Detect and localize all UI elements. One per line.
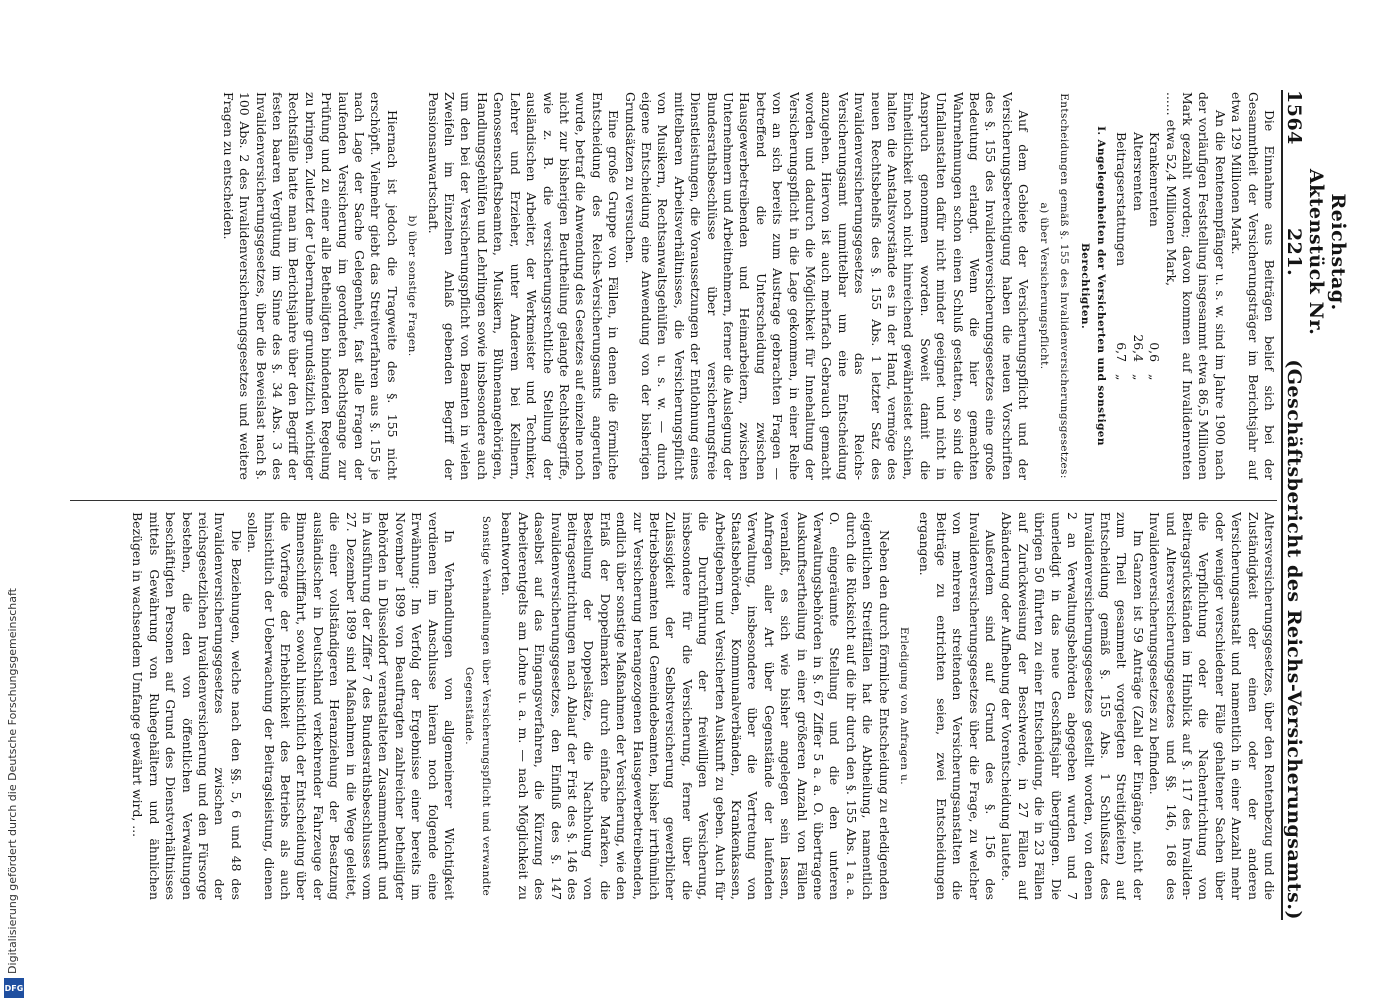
header-subtitle: (Geschäftsbericht des Reichs-Versicherungsamts.) [1283, 359, 1305, 920]
dfg-logo: DFG [4, 978, 24, 998]
paragraph: Neben den durch förmliche Entscheidung zu erledigenden eigentlichen Streitfällen hat die Abtheilung, namentlich durch die Rücksicht auf die ihr durch den §. 155 Abs. 1 a. a. O. eingeräumte Stellung und die den unteren Verwaltungsbehörden in §. 67 Ziffer 5 a. a. O. übertragene Auskunftsertheilung in einer größeren Anzahl von Fällen veranlaßt, es sich wie bisher angelegen sein lassen, Anfragen aller Art über Gegenstände der laufenden Verwaltung, insbesondere über die Vertretung von Staatsbehörden, Kommunalverbänden, Krankenkassen, Arbeitgebern und Versicherten Auskunft zu geben. Auch für die Durchführung der freiwilligen Versicherung, insbesondere für die Versicherung, ferner über die Zulässigkeit der Selbstversicherung gewerblicher Betriebsbeamten und Gemeindebeamten, bisher irrthümlich zur Versicherung herangezogenen Hausgewerbetreibenden, endlich über sonstige Maßnahmen der Versicherung, wie den Erlaß der Doppelmarken durch einfache Marken, die Bestellung der Doppelsätze, die Nachholung von Beitragsentrichtungen nach Ablauf der Frist des §. 146 des Invalidenversicherungsgesetzes, den Einfluß des §. 147 daselbst auf das Eingangsverfahren, die Kürzung des Arbeiterentgelts am Lohne u. a. m. — nach Möglichkeit zu beantworten. [499, 512, 892, 900]
column-divider [70, 500, 1277, 501]
header-title: Reichstag. Aktenstück Nr. 221. [1283, 168, 1349, 336]
paragraph: In Verhandlungen von allgemeinerer Wichtigkeit verdienen im Anschlusse hieran noch folgende eine Erwähnung: Im Verfolg der Ergebnisse einer bereits im November 1899 von Beauftragten zahlreicher betheiligter Behörden in Düsseldorf veranstalteten Zusammenkunft und in Ausführung der Ziffer 7 des Bundesrathsbeschlusses vom 27. Dezember 1899 sind Maßnahmen in die Wege geleitet, die einer vollständigeren Heranziehung der Besatzung ausländischer in Deutschland verkehrender Fahrzeuge der Binnenschifffahrt, sowohl hinsichtlich der Entscheidung über die Vorfrage der Erheblichkeit des Betriebs als auch hinsichtlich der Ueberwachung der Beitragsleistung, dienen sollen. [245, 512, 458, 900]
subsection-title: Sonstige Verhandlungen über Versicherungspflicht und verwandte Gegenstände. [463, 515, 492, 897]
intro-paragraph: Die Einnahme aus Beiträgen belief sich bei der Gesammtheit der Versicherungsträger im Berichtsjahr auf etwa 129 Millionen Mark. [1229, 92, 1277, 480]
section-subtitle-2: a) über Versicherungspflicht. [1037, 202, 1050, 370]
subsection-title: Erledigung von Anfragen u. [898, 626, 911, 786]
left-column [40, 92, 1277, 480]
paragraph: Im Ganzen ist 59 Anträge (Zahl der Eingänge, nicht der zum Theil gesammelt vorgelegten Streitigkeiten) auf Entscheidung gemäß §. 155 Abs. 1 Schlußsatz des Invalidenversicherungsgesetzes gestellt worden, von denen 2 an Verwaltungsbehörden abgegeben wurden und 7 unerledigt in das neue Geschäftsjahr übergingen. Die übrigen 50 führten zu einer Entscheidung, die in 23 Fällen auf Zurückweisung der Beschwerde, in 27 Fällen auf Abänderung oder Aufhebung der Vorentscheidung lautete. [999, 512, 1146, 900]
funding-note-text: Digitalisierung gefördert durch die Deutsche Forschungsgemeinschaft [6, 588, 19, 974]
paragraph: Die Beziehungen, welche nach den §§. 5, 6 und 48 des Invalidenversicherungsgesetzes zwischen der reichsgesetzlichen Invalidenversicherung und den Fürsorge bestehen, die den von öffentlichen Verwaltungen beschäftigten Personen auf Grund des Dienstverhältnisses mittels Gewährung von Ruhegehältern und ähnlichen Bezügen in wachsendem Umfange gewährt wird, ... [130, 512, 244, 900]
rent-row: Altersrenten 26,4 „ [1130, 132, 1146, 381]
right-column [40, 512, 1277, 900]
paragraph: Hiernach ist jedoch die Tragweite des §. 155 nicht erschöpft. Vielmehr giebt das Streitverfahren aus §. 155 je nach Lage der Sache Gelegenheit, fast alle Fragen der laufenden Versicherung im geordneten Rechtsgange zur Prüfung und zu einer alle Betheiligten bindenden Regelung zu bringen. Zuletzt der Uebernahme grundsätzlich wichtiger Rechtsfälle hatte man im Berichtsjahre über den Begriff der festen baaren Vergütung im Sinne des §. 34 Abs. 3 des Invalidenversicherungsgesetzes, über die Beweislast nach §. 100 Abs. 2 des Invalidenversicherungsgesetzes und weitere Fragen zu entscheiden. [220, 92, 400, 480]
rent-row: Krankenrenten 0,6 „ [1147, 132, 1163, 381]
subsection-title: b) über sonstige Fragen. [406, 215, 419, 357]
intro-paragraph-2: An die Rentenempfänger u. s. w. sind im Jahre 1900 nach der vorläufigen Feststellung insgesammt etwa 86,5 Millionen Mark gezahlt worden; davon kommen auf Invalidenrenten ...... etwa 52,4 Millionen Mark, [1163, 92, 1228, 480]
rent-row: Beitragserstattungen 6,7 „ [1114, 132, 1130, 381]
section-subtitle: Entscheidungen gemäß §. 155 des Invalidenversicherungsgesetzes: [1058, 93, 1071, 479]
digitization-note [0, 0, 30, 1000]
page-header [1281, 90, 1349, 920]
paragraph: Eine große Gruppe von Fällen, in denen die förmliche Entscheidung des Reichs-Versicherungsamts angerufen wurde, betraf die Anwendung des Gesetzes auf einzelne noch nicht zur bisherigen Beurtheilung gelangte Rechtsbegriffe, wie z. B. die versicherungsrechtliche Stellung der ausländischen Arbeiter, der Werkmeister und Techniker, Lehrer und Erzieher, unter Anderem bei Kellnern, Genossenschaftsbeamten, Musikern, Bühnenangehörigen, Handlungsgehülfen und Lehrlingen sowie insbesondere auch um den bei der Versicherungspflicht von Beamten in vielen Zweifeln im Einzelnen Anlaß gebenden Begriff der Pensionsanwartschaft. [425, 92, 622, 480]
paragraph: Auf dem Gebiete der Versicherungspflicht und der Versicherungsberechtigung haben die neuen Vorschriften des §. 155 des Invalidenversicherungsgesetzes eine große Bedeutung erlangt. Wenn die hier gemachten Wahrnehmungen schon einen Schluß gestatten, so sind die Unfallanstalten dafür nicht minder geeignet und nicht in Anspruch genommen worden. Soweit damit die Einheitlichkeit noch nicht hinreichend gewährleistet schien, halten die Anstaltsvorstände es in der Hand, vermöge des neuen Rechtsbehelfs des §. 155 Abs. 1 letzter Satz des Invalidenversicherungsgesetzes das Reichs-Versicherungsamt unmittelbar um eine Entscheidung anzugehen. Hiervon ist auch mehrfach Gebrauch gemacht worden und dadurch die Möglichkeit für Innehaltung der Versicherungspflicht in die Lage gekommen, in einer Reihe von an sich bereits zum Austrage gebrachten Fragen — betreffend die Unterscheidung zwischen Hausgewerbetreibenden und Heimarbeitern, zwischen Unternehmern und Arbeitnehmern, ferner die Auslegung der Bundesrathsbeschlüsse über versicherungsfreie Dienstleistungen, die Voraussetzungen der Entlohnung eines mittelbaren Arbeitsverhältnisses, die Versicherungspflicht von Musikern, Rechtsanwaltsgehülfen u. s. w. — durch eigene Entscheidung eine Anwendung von der bisherigen Grundsätzen zu versuchen. [622, 92, 1032, 480]
paragraph: Altersversicherungsgesetzes, über den Rentenbezug und die Zuständigkeit der einen oder der anderen Versicherungsanstalt und namentlich in einer Anzahl mehr oder weniger verschiedener Fälle gehaltener Sachen über die Verpflichtung oder die Nachentrichtung von Beitragsrückständen im Hinblick auf §. 117 des Invaliden- und Altersversicherungsgesetzes und §§. 146, 168 des Invalidenversicherungsgesetzes zu befinden. [1147, 512, 1277, 900]
paragraph: Außerdem sind auf Grund des §. 156 des Invalidenversicherungsgesetzes über die Frage, zu welcher von mehreren streitenden Versicherungsanstalten die Beiträge zu entrichten seien, zwei Entscheidungen ergangen. [917, 512, 999, 900]
page-number: 1564 [1283, 90, 1305, 145]
section-title: I. Angelegenheiten der Versicherten und sonstigen Berechtigten. [1078, 126, 1107, 446]
